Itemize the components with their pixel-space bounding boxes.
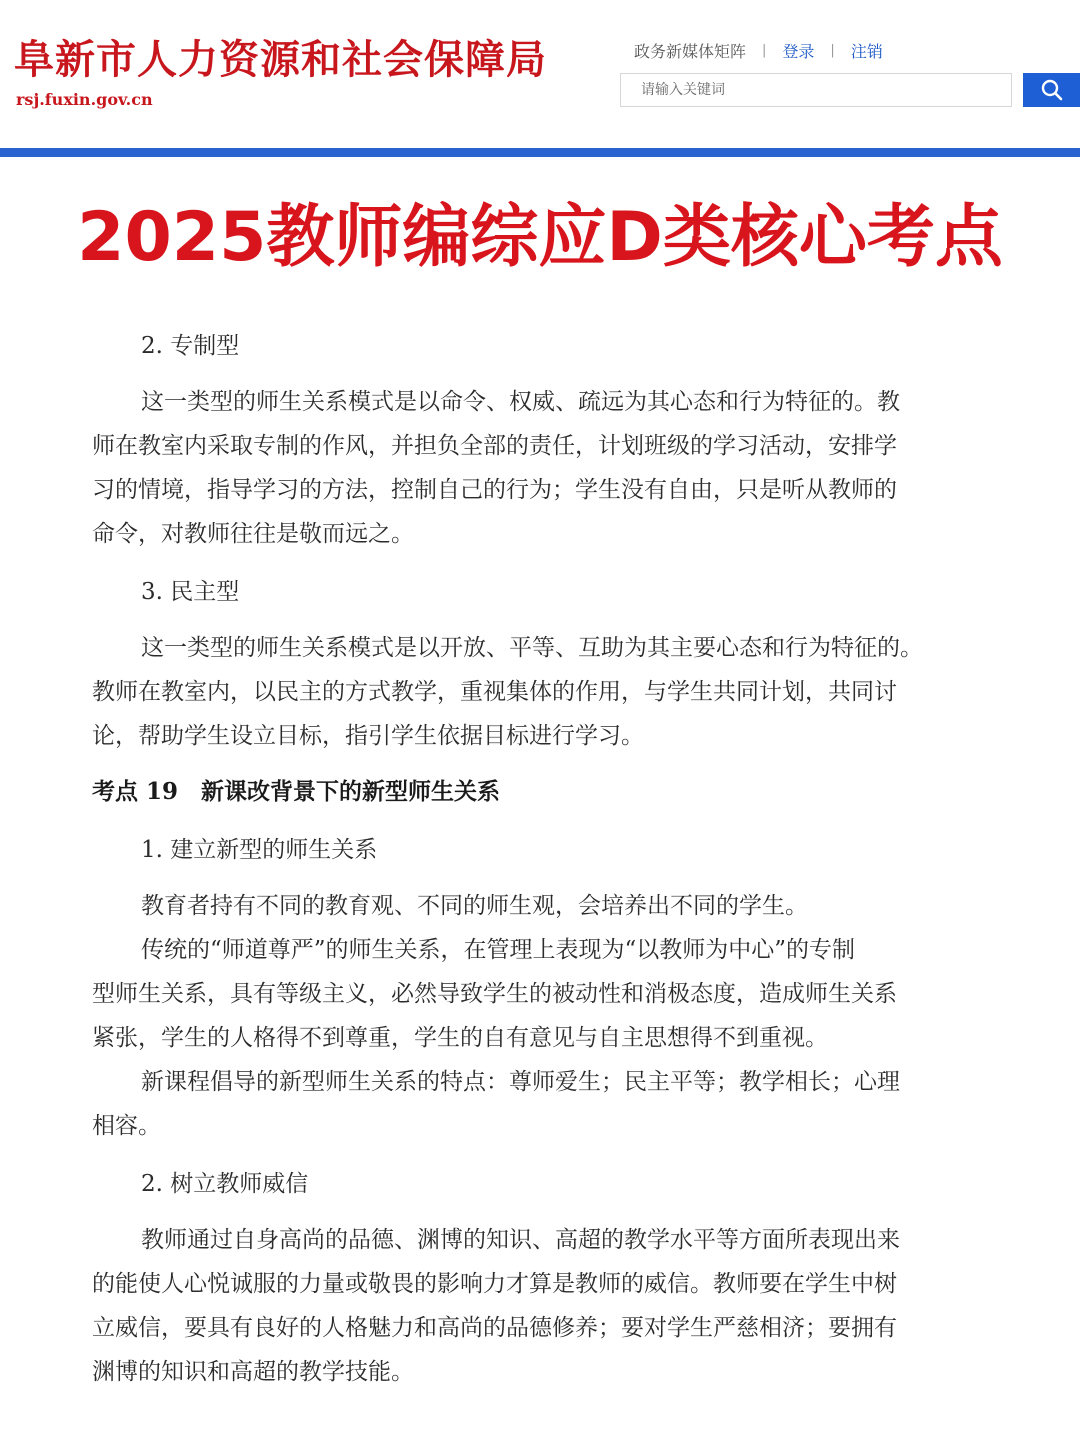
top-links bbox=[634, 36, 883, 64]
exam-point-heading: 考点 19 新课改背景下的新型师生关系 bbox=[92, 778, 501, 805]
paragraph-line: 命令，对教师往往是敬而远之。 bbox=[92, 521, 414, 547]
media-matrix-link[interactable]: 政务新媒体矩阵 bbox=[634, 41, 747, 61]
paragraph-line: 这一类型的师生关系模式是以命令、权威、疏远为其心态和行为特征的。教 bbox=[141, 389, 900, 415]
logout-link[interactable]: 注销 bbox=[850, 41, 883, 61]
paragraph-line: 教育者持有不同的教育观、不同的师生观，会培养出不同的学生。 bbox=[141, 893, 808, 919]
header-divider-bar bbox=[0, 148, 1080, 157]
search-icon bbox=[1041, 79, 1063, 101]
paragraph-line: 教师在教室内，以民主的方式教学，重视集体的作用，与学生共同计划，共同讨 bbox=[92, 679, 897, 705]
paragraph-line: 习的情境，指导学习的方法，控制自己的行为；学生没有自由，只是听从教师的 bbox=[92, 477, 897, 503]
paragraph-line: 论，帮助学生设立目标，指引学生依据目标进行学习。 bbox=[92, 723, 644, 749]
paragraph-line: 渊博的知识和高超的教学技能。 bbox=[92, 1359, 414, 1385]
paragraph-line: 相容。 bbox=[92, 1113, 161, 1139]
paragraph-line: 的能使人心悦诚服的力量或敬畏的影响力才算是教师的威信。教师要在学生中树 bbox=[92, 1271, 897, 1297]
paragraph-line: 紧张，学生的人格得不到尊重，学生的自有意见与自主思想得不到重视。 bbox=[92, 1025, 828, 1051]
section-heading: 2. 专制型 bbox=[141, 333, 240, 359]
section-heading: 3. 民主型 bbox=[141, 579, 240, 605]
login-link[interactable]: 登录 bbox=[782, 41, 815, 61]
paragraph-line: 新课程倡导的新型师生关系的特点：尊师爱生；民主平等；教学相长；心理 bbox=[141, 1069, 900, 1095]
link-separator: | bbox=[762, 42, 767, 58]
paragraph-line: 这一类型的师生关系模式是以开放、平等、互助为其主要心态和行为特征的。 bbox=[141, 635, 923, 661]
paragraph-line: 型师生关系，具有等级主义，必然导致学生的被动性和消极态度，造成师生关系 bbox=[92, 981, 897, 1007]
search-button[interactable] bbox=[1023, 73, 1080, 107]
poster-title: 2025教师编综应D类核心考点 bbox=[77, 198, 1003, 277]
paragraph-line: 教师通过自身高尚的品德、渊博的知识、高超的教学水平等方面所表现出来 bbox=[141, 1227, 900, 1253]
paragraph-line: 传统的“师道尊严”的师生关系，在管理上表现为“以教师为中心”的专制 bbox=[141, 937, 856, 963]
site-name[interactable]: 阜新市人力资源和社会保障局 bbox=[14, 36, 547, 83]
paragraph-line: 师在教室内采取专制的作风，并担负全部的责任，计划班级的学习活动，安排学 bbox=[92, 433, 897, 459]
link-separator: | bbox=[830, 42, 835, 58]
section-heading: 2. 树立教师威信 bbox=[141, 1171, 309, 1197]
search-input[interactable] bbox=[620, 73, 1012, 107]
site-header bbox=[0, 0, 1080, 148]
paragraph-line: 立威信，要具有良好的人格魅力和高尚的品德修养；要对学生严慈相济；要拥有 bbox=[92, 1315, 897, 1341]
section-heading: 1. 建立新型的师生关系 bbox=[141, 837, 378, 863]
site-url[interactable]: rsj.fuxin.gov.cn bbox=[16, 90, 153, 109]
